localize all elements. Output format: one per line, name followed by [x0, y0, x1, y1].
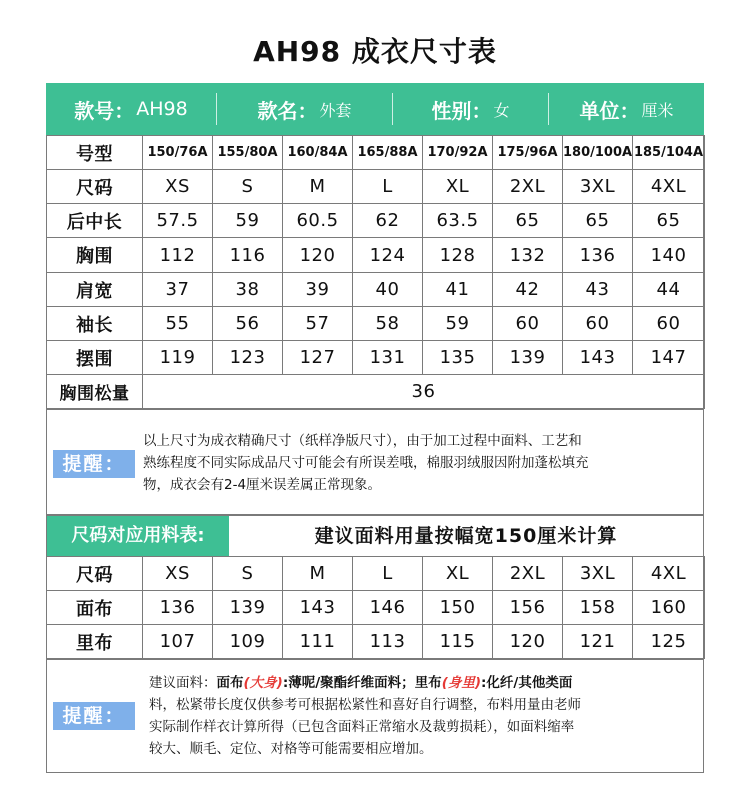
table-cell: 43 — [563, 273, 633, 307]
fabric-note-text — [149, 672, 699, 760]
table-cell: 2XL — [493, 170, 563, 204]
note-line: 较大、顺毛、定位、对格等可能需要相应增加。 — [149, 741, 433, 757]
table-cell: 59 — [423, 307, 493, 341]
note-line: 熟练程度不同实际成品尺寸可能会有所误差哦，棉服羽绒服因附加蓬松填充 — [143, 455, 589, 471]
table-cell: 150/76A — [143, 136, 213, 170]
fabric-table — [46, 556, 705, 659]
row-label: 肩宽 — [47, 273, 143, 307]
table-cell: 111 — [283, 625, 353, 659]
page-title: AH98 成衣尺寸表 — [253, 35, 497, 68]
table-cell: 165/88A — [353, 136, 423, 170]
ease-value: 36 — [143, 375, 705, 409]
table-cell: 107 — [143, 625, 213, 659]
table-cell: 155/80A — [213, 136, 283, 170]
table-cell: 55 — [143, 307, 213, 341]
gender-value: 女 — [493, 100, 510, 120]
row-label: 尺码 — [47, 557, 143, 591]
row-label: 后中长 — [47, 204, 143, 238]
table-cell: XL — [423, 557, 493, 591]
table-cell: 112 — [143, 238, 213, 273]
table-cell: XL — [423, 170, 493, 204]
table-cell: 113 — [353, 625, 423, 659]
table-cell: 3XL — [563, 170, 633, 204]
fabric-section-label: 尺码对应用料表: — [47, 516, 229, 556]
row-label: 号型 — [47, 136, 143, 170]
lining-desc: :化纤/其他类面 — [481, 675, 573, 691]
table-cell: 59 — [213, 204, 283, 238]
note-box — [46, 409, 704, 515]
lining-tag: (身里) — [441, 675, 482, 691]
row-label: 胸围 — [47, 238, 143, 273]
style-no-cell — [46, 83, 216, 135]
table-cell: 119 — [143, 341, 213, 375]
table-cell: S — [213, 170, 283, 204]
style-no-label: 款号： — [74, 98, 135, 123]
reminder-badge: 提醒： — [53, 702, 135, 730]
table-cell: 44 — [633, 273, 705, 307]
table-cell: 37 — [143, 273, 213, 307]
table-cell: 39 — [283, 273, 353, 307]
fabric-row — [47, 625, 705, 659]
table-cell: 136 — [143, 591, 213, 625]
face-fabric-desc: :薄呢/聚酯纤维面料； — [282, 675, 415, 691]
table-cell: 38 — [213, 273, 283, 307]
table-cell: 109 — [213, 625, 283, 659]
note-text-span: 建议面料： — [149, 675, 217, 691]
table-cell: 60 — [493, 307, 563, 341]
table-cell: XS — [143, 170, 213, 204]
table-cell: 160/84A — [283, 136, 353, 170]
table-cell: 60 — [633, 307, 705, 341]
table-cell: 125 — [633, 625, 705, 659]
row-label: 袖长 — [47, 307, 143, 341]
table-cell: 156 — [493, 591, 563, 625]
table-cell: 121 — [563, 625, 633, 659]
size-row — [47, 204, 705, 238]
row-label: 尺码 — [47, 170, 143, 204]
table-cell: 140 — [633, 238, 705, 273]
table-cell: L — [353, 170, 423, 204]
table-cell: 65 — [633, 204, 705, 238]
table-cell: 124 — [353, 238, 423, 273]
note-line: 物，成衣会有2-4厘米误差属正常现象。 — [143, 477, 382, 493]
fabric-note-box — [46, 659, 704, 773]
row-label: 面布 — [47, 591, 143, 625]
gender-label: 性别： — [431, 98, 492, 123]
table-cell: S — [213, 557, 283, 591]
fabric-section-header — [46, 515, 704, 557]
fabric-section-title: 建议面料用量按幅宽150厘米计算 — [314, 525, 618, 547]
size-row — [47, 238, 705, 273]
table-cell: 160 — [633, 591, 705, 625]
table-cell: 63.5 — [423, 204, 493, 238]
fabric-row — [47, 557, 705, 591]
table-cell: 180/100A — [563, 136, 633, 170]
table-cell: 65 — [493, 204, 563, 238]
table-cell: 57 — [283, 307, 353, 341]
row-label: 摆围 — [47, 341, 143, 375]
face-fabric-label: 面布 — [216, 675, 244, 691]
table-cell: 3XL — [563, 557, 633, 591]
table-cell: 135 — [423, 341, 493, 375]
name-label: 款名： — [257, 98, 318, 123]
table-cell: 143 — [283, 591, 353, 625]
table-cell: 175/96A — [493, 136, 563, 170]
table-cell: 116 — [213, 238, 283, 273]
table-cell: 139 — [493, 341, 563, 375]
ease-label: 胸围松量 — [47, 375, 143, 409]
table-cell: 170/92A — [423, 136, 493, 170]
table-cell: L — [353, 557, 423, 591]
table-cell: 115 — [423, 625, 493, 659]
table-cell: 143 — [563, 341, 633, 375]
table-cell: 60 — [563, 307, 633, 341]
table-cell: 127 — [283, 341, 353, 375]
size-row — [47, 136, 705, 170]
size-row — [47, 341, 705, 375]
table-cell: 139 — [213, 591, 283, 625]
table-cell: 57.5 — [143, 204, 213, 238]
table-cell: 147 — [633, 341, 705, 375]
lining-label: 里布 — [414, 675, 442, 691]
table-cell: 132 — [493, 238, 563, 273]
size-row — [47, 170, 705, 204]
note-line: 料，松紧带长度仅供参考可根据松紧性和喜好自行调整，布料用量由老师 — [149, 697, 581, 713]
table-cell: 146 — [353, 591, 423, 625]
row-label: 里布 — [47, 625, 143, 659]
table-cell: M — [283, 557, 353, 591]
note-text — [143, 430, 699, 496]
ease-row — [47, 375, 705, 409]
unit-cell — [549, 83, 704, 135]
note-line — [149, 672, 699, 694]
unit-label: 单位： — [579, 98, 640, 123]
table-cell: 40 — [353, 273, 423, 307]
table-cell: 150 — [423, 591, 493, 625]
table-cell: 42 — [493, 273, 563, 307]
table-cell: 60.5 — [283, 204, 353, 238]
table-cell: 185/104A — [633, 136, 705, 170]
table-cell: 56 — [213, 307, 283, 341]
table-cell: 65 — [563, 204, 633, 238]
table-cell: 2XL — [493, 557, 563, 591]
table-cell: 128 — [423, 238, 493, 273]
note-line: 以上尺寸为成衣精确尺寸（纸样净版尺寸），由于加工过程中面料、工艺和 — [143, 433, 582, 449]
unit-value: 厘米 — [641, 100, 674, 120]
table-cell: 136 — [563, 238, 633, 273]
table-cell: 62 — [353, 204, 423, 238]
size-row — [47, 307, 705, 341]
table-cell: 120 — [283, 238, 353, 273]
size-row — [47, 273, 705, 307]
table-cell: 158 — [563, 591, 633, 625]
table-cell: 131 — [353, 341, 423, 375]
name-value: 外套 — [319, 100, 352, 120]
table-cell: 123 — [213, 341, 283, 375]
table-cell: 120 — [493, 625, 563, 659]
note-line: 实际制作样衣计算所得（已包含面料正常缩水及裁剪损耗），如面料缩率 — [149, 719, 575, 735]
size-table — [46, 135, 705, 409]
face-fabric-tag: (大身) — [243, 675, 283, 691]
reminder-badge: 提醒： — [53, 450, 135, 478]
info-bar — [46, 83, 704, 135]
table-cell: M — [283, 170, 353, 204]
table-cell: 4XL — [633, 557, 705, 591]
table-cell: XS — [143, 557, 213, 591]
table-cell: 58 — [353, 307, 423, 341]
table-cell: 41 — [423, 273, 493, 307]
fabric-row — [47, 591, 705, 625]
style-no-value: AH98 — [136, 98, 188, 120]
gender-cell — [393, 83, 548, 135]
name-cell — [217, 83, 392, 135]
table-cell: 4XL — [633, 170, 705, 204]
